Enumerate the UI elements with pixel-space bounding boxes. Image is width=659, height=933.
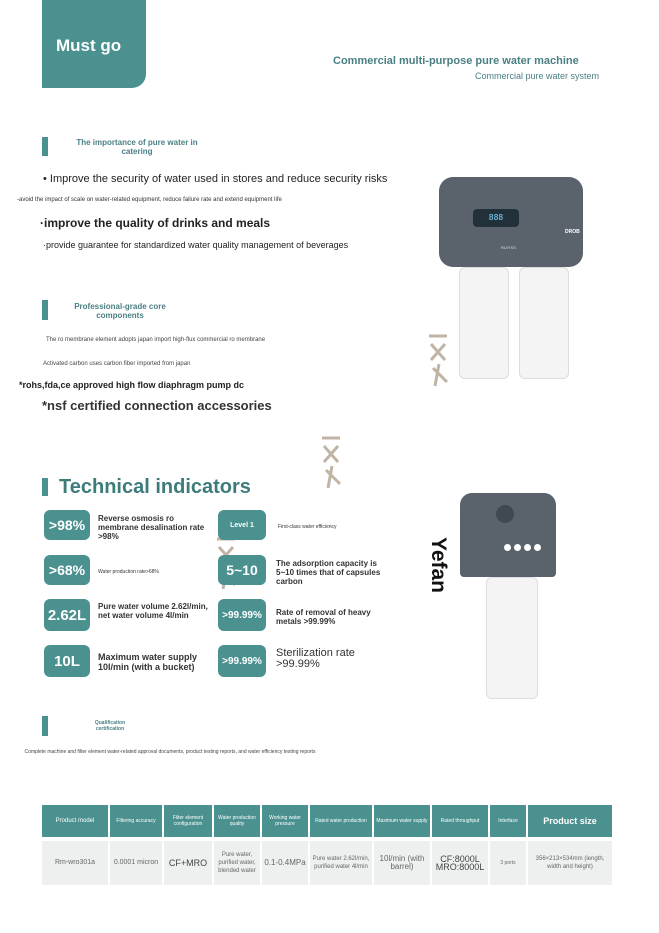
seal-stamp-icon (425, 330, 453, 390)
machine-brand-label: RUIYSS (501, 245, 516, 250)
section-marker (42, 137, 48, 156)
machine-side-label: DROB (565, 229, 580, 235)
section-cert-label: Qualification certification (94, 720, 126, 732)
indicator-badge: >99.99% (218, 645, 266, 677)
table-cell: 0.0001 micron (110, 841, 162, 885)
importance-point-2: -avoid the impact of scale on water-related equipment, reduce failure rate and extend equipment life (17, 197, 282, 203)
indicator-badge: >98% (44, 510, 90, 540)
filter-cartridge-right (519, 267, 569, 379)
brand-yefan: Yefan (427, 536, 450, 594)
table-header: Rated water production (310, 805, 372, 837)
section-importance-label: The importance of pure water in catering (76, 138, 198, 156)
indicator-badge: 2.62L (44, 599, 90, 631)
must-go-text: Must go (56, 36, 122, 55)
table-cell: CF:8000L MRO:8000L (432, 841, 488, 885)
control-button-icon (514, 544, 521, 551)
table-header: Filter element configuration (164, 805, 212, 837)
table-header: Water production quality (214, 805, 260, 837)
components-point-4: *nsf certified connection accessories (42, 398, 272, 413)
faucet-icon (496, 505, 514, 523)
indicator-text: Water production rate>68% (98, 569, 159, 575)
must-go-badge (42, 0, 146, 88)
section-marker (42, 716, 48, 736)
control-button-icon (534, 544, 541, 551)
importance-point-1: • Improve the security of water used in stores and reduce security risks (43, 173, 388, 185)
table-cell: 0.1-0.4MPa (262, 841, 308, 885)
page-title: Commercial multi-purpose pure water machine (333, 55, 579, 67)
table-cell: CF+MRO (164, 841, 212, 885)
table-header: Rated throughput (432, 805, 488, 837)
table-cell: Pure water 2.62l/min, purified water 4l/min (310, 841, 372, 885)
indicator-text: Sterilization rate >99.99% (276, 647, 355, 670)
indicator-badge: 10L (44, 645, 90, 677)
table-header: Maximum water supply (374, 805, 430, 837)
indicator-text: First-class water efficiency (278, 524, 337, 530)
table-cell: Rm-wro301a (42, 841, 108, 885)
indicator-text: Maximum water supply 10l/min (with a bucket) (98, 652, 198, 672)
table-header: Interface (490, 805, 526, 837)
table-header: Filtering accuracy (110, 805, 162, 837)
components-point-3: *rohs,fda,ce approved high flow diaphragm pump dc (19, 380, 245, 390)
indicator-badge: >99.99% (218, 599, 266, 631)
table-header: Working water pressure (262, 805, 308, 837)
table-header: Product model (42, 805, 108, 837)
indicator-text: The adsorption capacity is 5~10 times that of capsules carbon (276, 559, 381, 586)
technical-title: Technical indicators (59, 476, 251, 498)
components-point-1: The ro membrane element adopts japan import high-flux commercial ro membrane (46, 337, 266, 343)
table-cell: 3 ports (490, 841, 526, 885)
section-marker (42, 478, 48, 496)
indicator-text: Pure water volume 2.62l/min, net water volume 4l/min (98, 602, 208, 620)
indicator-text: Reverse osmosis ro membrane desalination rate >98% (98, 514, 205, 541)
importance-point-3: ·improve the quality of drinks and meals (40, 216, 271, 230)
control-button-icon (524, 544, 531, 551)
table-cell: 10l/min (with barrel) (374, 841, 430, 885)
importance-point-4: ·provide guarantee for standardized water quality management of beverages (43, 240, 349, 250)
filter-cartridge (486, 577, 538, 699)
table-cell: 356×213×534mm (length, width and height) (528, 841, 612, 885)
indicator-text: Rate of removal of heavy metals >99.99% (276, 608, 371, 626)
section-marker (42, 300, 48, 320)
indicator-badge: Level 1 (218, 510, 266, 540)
cert-text: Complete machine and filter element water-related approval documents, product testing reports, and water efficiency testing reports (24, 749, 316, 755)
page-subtitle: Commercial pure water system (475, 71, 600, 81)
section-components-label: Professional-grade core components (74, 302, 166, 320)
water-dispenser-image (460, 493, 556, 703)
filter-cartridge-left (459, 267, 509, 379)
seal-stamp-icon (318, 432, 346, 492)
indicator-badge: >68% (44, 555, 90, 585)
control-button-icon (504, 544, 511, 551)
indicator-badge: 5~10 (218, 555, 266, 585)
water-machine-image (437, 175, 585, 385)
display-panel: 888 (473, 209, 519, 227)
table-cell: Pure water, purified water, blended water (214, 841, 260, 885)
table-header: Product size (528, 805, 612, 837)
components-point-2: Activated carbon uses carbon fiber imported from japan (43, 361, 191, 367)
